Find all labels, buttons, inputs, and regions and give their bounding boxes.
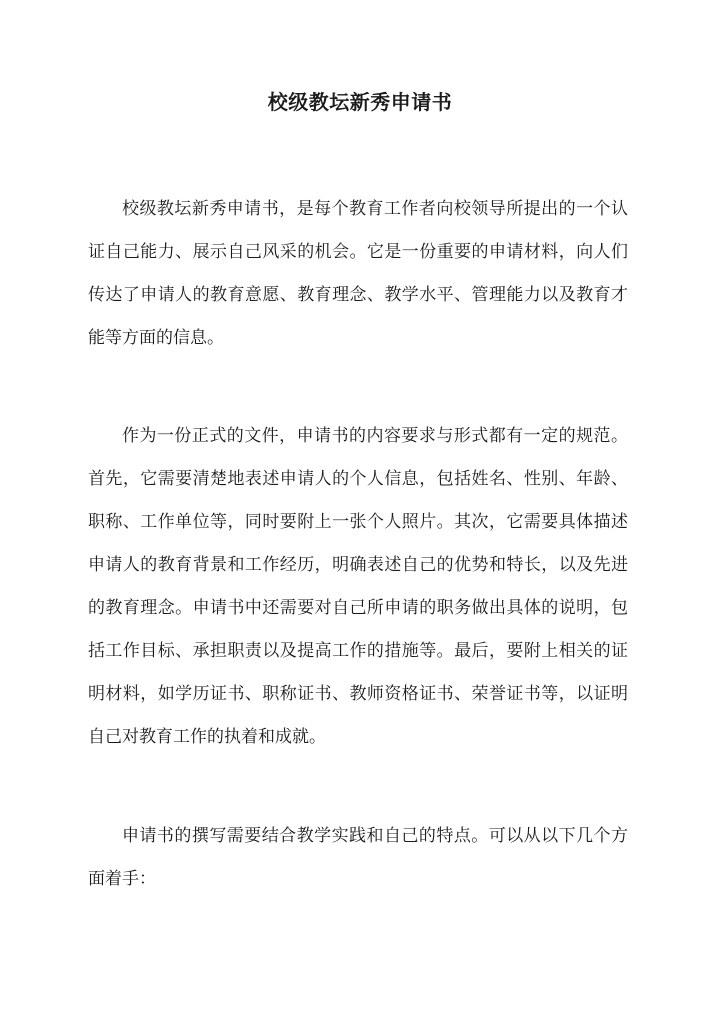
- paragraph-intro: 校级教坛新秀申请书，是每个教育工作者向校领导所提出的一个认证自己能力、展示自己风采的机会。它是一份重要的申请材料，向人们传达了申请人的教育意愿、教育理念、教学水平、管理能力以及教育才能等方面的信息。: [88, 199, 628, 348]
- document-title: 校级教坛新秀申请书: [267, 90, 453, 114]
- paragraph-writing-approach: 申请书的撰写需要结合教学实践和自己的特点。可以从以下几个方面着手：: [88, 826, 628, 889]
- paragraph-format-requirements: 作为一份正式的文件，申请书的内容要求与形式都有一定的规范。首先，它需要清楚地表述申请人的个人信息，包括姓名、性别、年龄、职称、工作单位等，同时要附上一张个人照片。其次，它需要具体描述申请人的教育背景和工作经历，明确表述自己的优势和特长，以及先进的教育理念。申请书中还需要对自己所申请的职务做出具体的说明，包括工作目标、承担职责以及提高工作的措施等。最后，要附上相关的证明材料，如学历证书、职称证书、教师资格证书、荣誉证书等，以证明自己对教育工作的执着和成就。: [88, 426, 628, 747]
